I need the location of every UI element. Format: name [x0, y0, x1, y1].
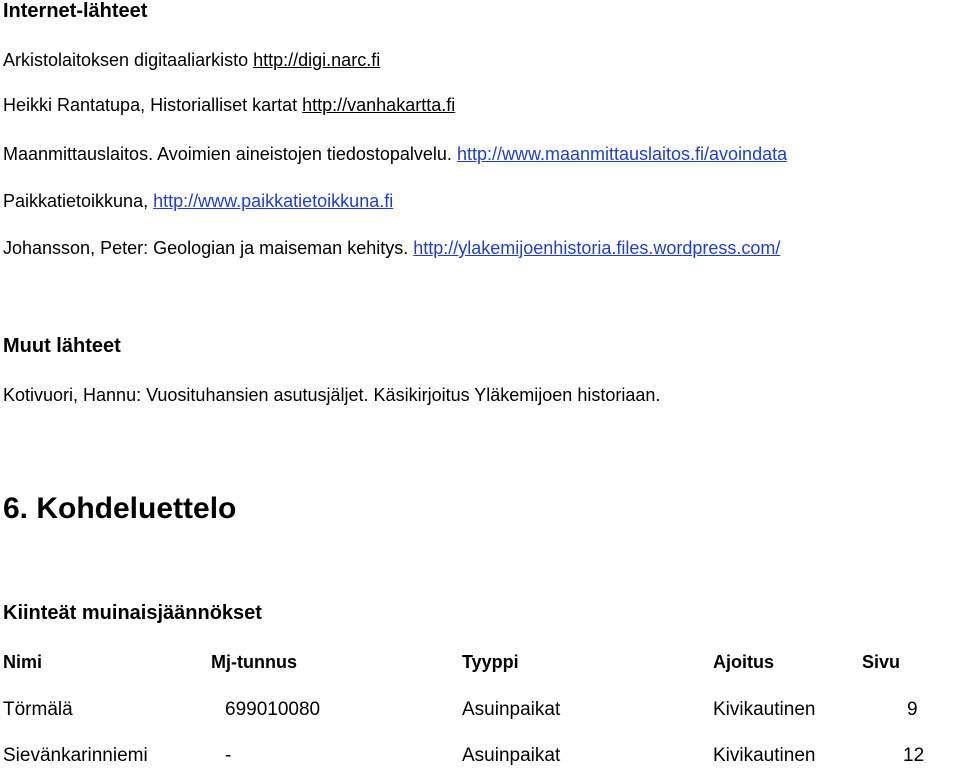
reference-text: Arkistolaitoksen digitaaliarkisto [3, 50, 254, 70]
cell-page: 12 [903, 745, 925, 766]
cell-page: 9 [907, 699, 918, 720]
column-header-type: Tyyppi [462, 652, 519, 672]
reference-text: Kotivuori, Hannu: Vuosituhansien asutusjäljet. Käsikirjoitus Yläkemijoen historiaan. [3, 385, 661, 405]
reference-text: Heikki Rantatupa, Historialliset kartat [3, 95, 303, 115]
reference-link[interactable]: http://digi.narc.fi [253, 50, 381, 70]
reference-text: Johansson, Peter: Geologian ja maiseman kehitys. [3, 238, 414, 258]
reference-item [3, 385, 660, 406]
column-header-id: Mj-tunnus [211, 652, 297, 672]
cell-type: Asuinpaikat [462, 699, 561, 720]
cell-type: Asuinpaikat [462, 745, 561, 766]
column-header-dating: Ajoitus [713, 652, 774, 672]
cell-id: 699010080 [225, 699, 321, 720]
other-sources-heading: Muut lähteet [3, 335, 121, 357]
reference-item [3, 191, 393, 212]
cell-dating: Kivikautinen [713, 699, 816, 720]
reference-item [3, 95, 455, 116]
reference-link[interactable]: http://vanhakartta.fi [302, 95, 456, 115]
reference-text: Maanmittauslaitos. Avoimien aineistojen tiedostopalvelu. [3, 144, 457, 164]
reference-link[interactable]: http://www.paikkatietoikkuna.fi [153, 191, 394, 211]
reference-item [3, 238, 780, 259]
cell-name: Sievänkarinniemi [3, 745, 148, 766]
cell-dating: Kivikautinen [713, 745, 816, 766]
reference-item [3, 144, 787, 165]
section-title: 6. Kohdeluettelo [3, 492, 237, 525]
reference-link[interactable]: http://ylakemijoenhistoria.files.wordpress.com/ [413, 238, 781, 258]
column-header-name: Nimi [3, 652, 43, 672]
reference-item [3, 50, 380, 71]
fixed-remains-heading: Kiinteät muinaisjäännökset [3, 602, 262, 624]
cell-id: - [225, 745, 232, 766]
cell-name: Törmälä [3, 699, 73, 720]
column-header-page: Sivu [862, 652, 901, 672]
reference-link[interactable]: http://www.maanmittauslaitos.fi/avoindata [456, 144, 788, 164]
reference-text: Paikkatietoikkuna, [3, 191, 154, 211]
internet-sources-heading: Internet-lähteet [3, 0, 148, 22]
